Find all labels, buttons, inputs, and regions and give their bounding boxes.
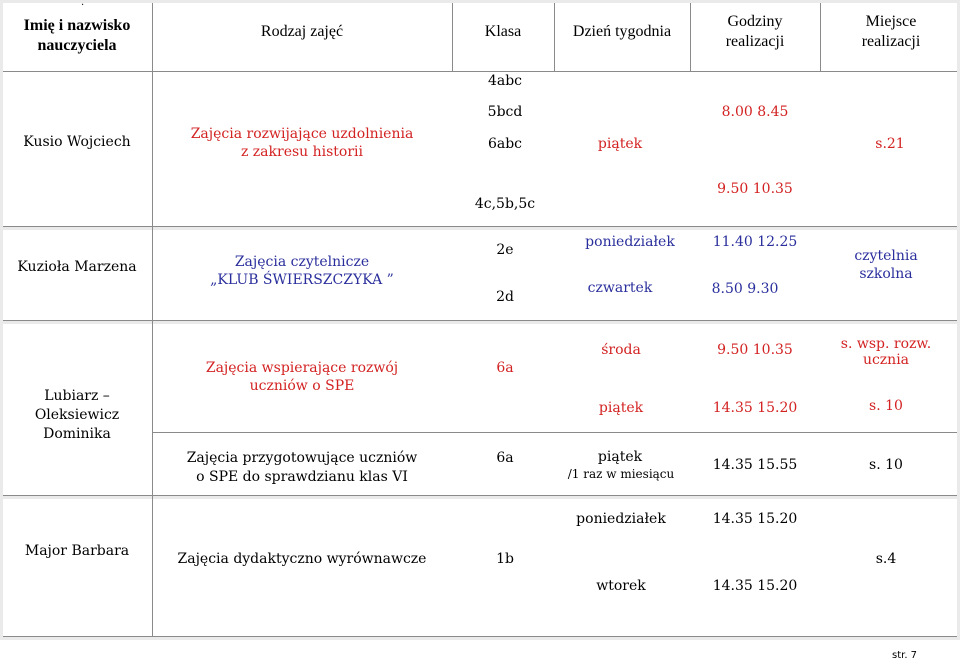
grid-line [3,495,957,496]
weekday: piątek [598,400,644,416]
header-hours: Godziny realizacji [725,13,785,50]
header-place: Miejsce realizacji [861,13,921,50]
room-label: czytelnia [854,248,918,264]
activity-name: Zajęcia czytelnicze [234,254,370,270]
room-label: s.4 [875,551,897,567]
grid-line [690,3,691,71]
activity-name: o SPE do sprawdzianu klas VI [196,469,408,485]
grid-line [554,3,555,71]
teacher-name: Dominika [43,426,111,442]
grid-line [452,3,453,71]
class-label: 6abc [487,136,523,152]
hours-range: 8.00 8.45 [721,104,789,120]
header-teacher: Imię i nazwisko nauczyciela [23,17,131,54]
activity-name: z zakresu historii [240,144,364,160]
activity-name: Zajęcia dydaktyczno wyrównawcze [177,551,427,567]
room-label: ucznia [862,352,910,368]
teacher-name: Major Barbara [24,543,130,559]
class-label: 4c,5b,5c [474,196,536,212]
hours-range: 14.35 15.20 [712,578,798,594]
teacher-name: Lubiarz – [44,388,110,404]
weekday: piątek [597,449,643,465]
hours-range: 9.50 10.35 [717,342,793,358]
weekday: środa [601,342,641,358]
activity-name: Zajęcia rozwijające uzdolnienia [190,126,414,142]
class-label: 5bcd [487,104,523,120]
weekday: piątek [597,136,643,152]
weekday: wtorek [596,578,646,594]
room-label: s. 10 [869,457,903,473]
hours-range: 9.50 10.35 [717,181,793,197]
class-label: 2e [496,242,514,258]
header-day: Dzień tygodnia [572,23,672,40]
room-label: s.21 [875,136,905,152]
weekday: poniedziałek [576,511,666,527]
activity-name: uczniów o SPE [249,378,355,394]
room-label: s. wsp. rozw. [840,336,932,352]
grid-line [3,71,957,72]
weekday: czwartek [587,280,653,296]
grid-line [152,3,153,636]
grid-line [820,3,821,71]
stray-mark: . [81,0,85,8]
header-activity: Rodzaj zajęć [260,23,344,40]
activity-name: Zajęcia przygotowujące uczniów [186,450,418,466]
header-class: Klasa [484,23,522,40]
frequency-note: /1 raz w miesiącu [567,467,675,481]
teacher-name: Kuzioła Marzena [17,259,137,275]
hours-range: 14.35 15.55 [712,457,798,473]
hours-range: 14.35 15.20 [712,511,798,527]
teacher-name: Kusio Wojciech [23,134,131,150]
grid-line [3,226,957,227]
room-label: s. 10 [869,398,903,414]
hours-range: 11.40 12.25 [712,234,798,250]
class-label: 6a [496,450,514,466]
class-label: 4abc [487,73,523,89]
teacher-name: Oleksiewicz [34,407,120,423]
class-label: 6a [496,360,514,376]
grid-line [152,432,957,433]
grid-line [3,636,957,637]
hours-range: 14.35 15.20 [712,400,798,416]
class-label: 2d [496,289,514,305]
class-label: 1b [496,551,514,567]
weekday: poniedziałek [585,234,675,250]
hours-range: 8.50 9.30 [711,281,779,297]
activity-name: „KLUB ŚWIERSZCZYKA ” [210,272,394,288]
room-label: szkolna [859,266,913,282]
activity-name: Zajęcia wspierające rozwój [205,360,399,376]
page-number: str. 7 [892,650,918,661]
grid-line [3,320,957,321]
